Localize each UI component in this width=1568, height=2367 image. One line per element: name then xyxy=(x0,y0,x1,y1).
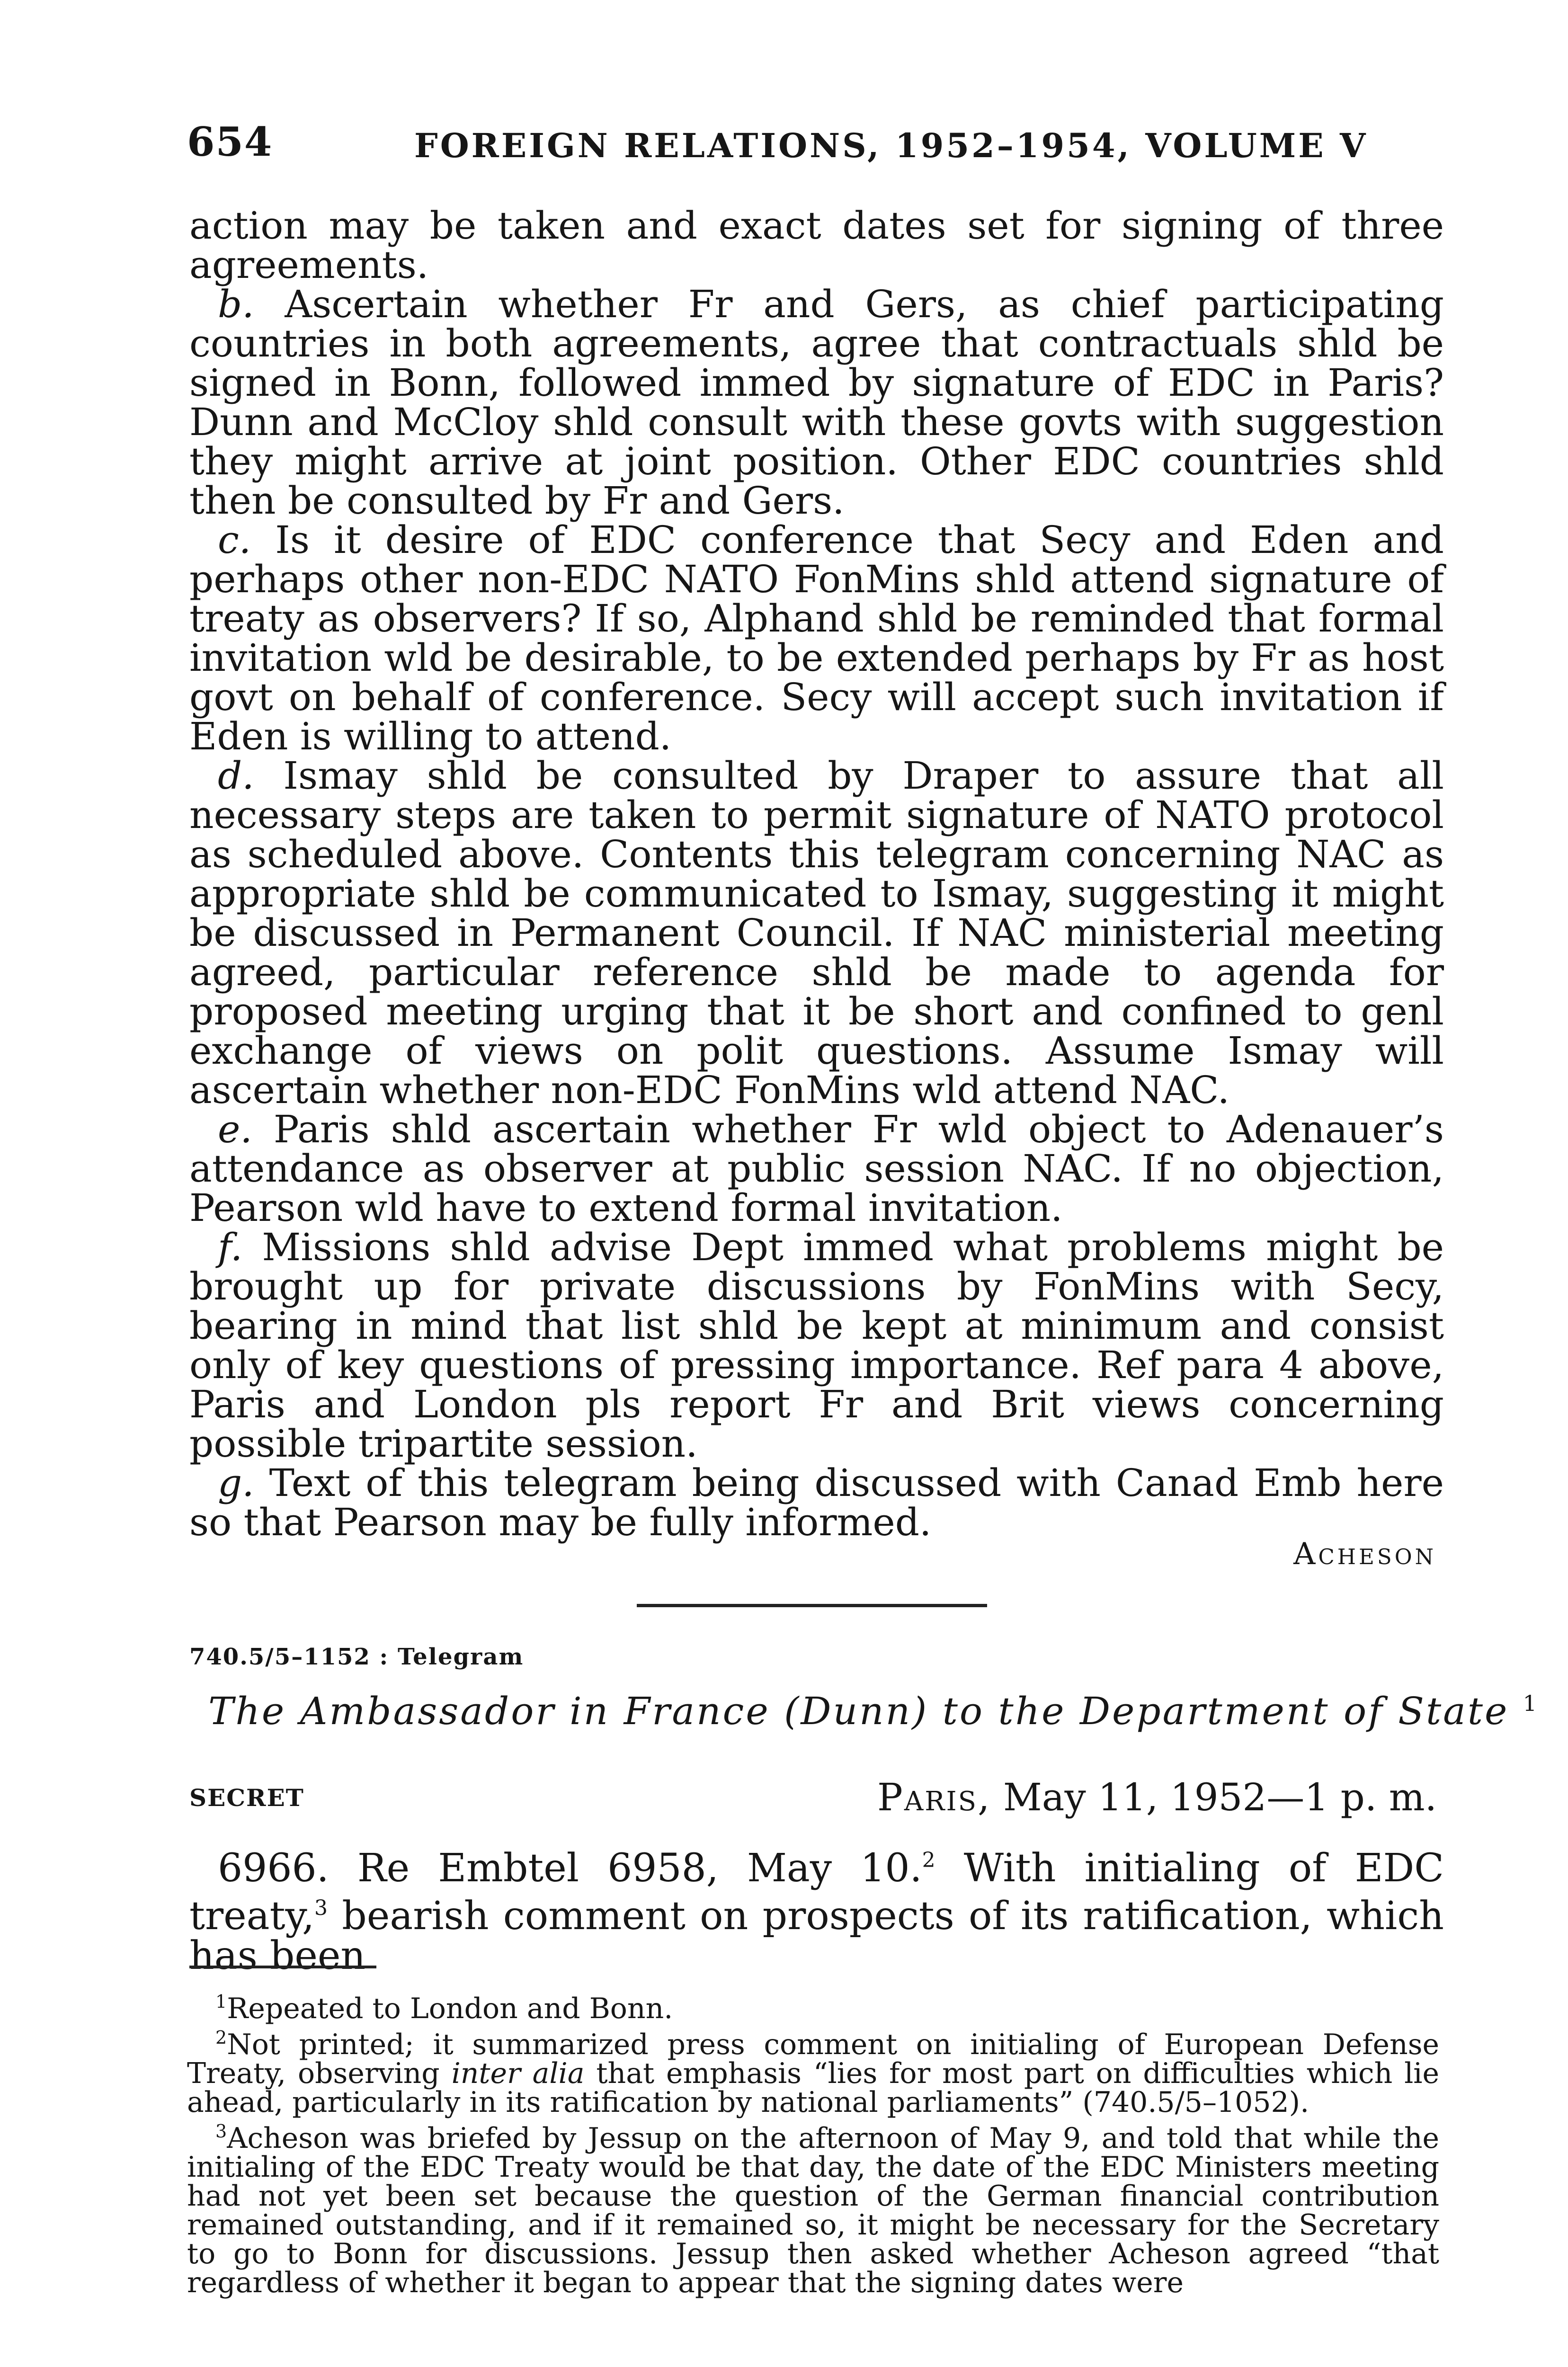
document-title-text: The Ambassador in France (Dunn) to the Department of State xyxy=(208,1689,1509,1733)
paragraph-e-text: Paris shld ascertain whether Fr wld object to Adenauer’s attendance as observer at public session NAC. If no objection, Pearson wld have to extend formal invitation. xyxy=(189,1107,1444,1230)
running-head xyxy=(187,118,1442,170)
dateline-place: Paris, xyxy=(877,1775,991,1819)
body-text-part2: With initialing of EDC treaty, xyxy=(189,1846,1444,1939)
running-title: FOREIGN RELATIONS, 1952–1954, VOLUME V xyxy=(414,126,1368,165)
body-text-part3: bearish comment on prospects of its ratification, which has been xyxy=(189,1894,1444,1978)
footnote-number: 2 xyxy=(215,2027,227,2048)
file-reference: 740.5/5–1152 : Telegram xyxy=(189,1644,524,1670)
footnote-ref-1: 1 xyxy=(1523,1691,1539,1716)
footnote-ref-2: 2 xyxy=(922,1848,935,1872)
item-label-f: f. xyxy=(218,1225,243,1269)
item-label-g: g. xyxy=(218,1461,254,1505)
paragraph-b-text: Ascertain whether Fr and Gers, as chief participating countries in both agreements, agree that contractuals shld be signed in Bonn, followed immed by signature of EDC in Paris? Dunn and McCloy shld consult with these govts with suggestion they might arrive at joint position. Other EDC countries shld then be consulted by Fr and Gers. xyxy=(189,282,1444,523)
telegram-body-paragraph xyxy=(189,1841,1444,1976)
footnote-emphasis: inter alia xyxy=(451,2057,585,2090)
paragraph-g xyxy=(189,1463,1444,1542)
dateline xyxy=(805,1775,1437,1819)
item-label-e: e. xyxy=(218,1107,252,1151)
footnote-3 xyxy=(187,2117,1439,2297)
footnote-text-cont: that emphasis “lies for most part on difficulties which lie ahead, particularly in its ratification by national parliaments” (740.5/5–1052). xyxy=(187,2057,1439,2119)
signature: Acheson xyxy=(1293,1537,1436,1572)
item-label-d: d. xyxy=(218,754,254,798)
footnotes xyxy=(187,1987,1439,2297)
body-text-part1: 6966. Re Embtel 6958, May 10. xyxy=(218,1846,922,1891)
paragraph-e xyxy=(189,1107,1444,1230)
footnote-rule xyxy=(189,1966,376,1968)
footnote-number: 3 xyxy=(215,2121,227,2142)
footnote-text: Repeated to London and Bonn. xyxy=(227,1992,673,2025)
dateline-date: May 11, 1952—1 p. m. xyxy=(1003,1775,1437,1819)
footnote-2 xyxy=(187,2023,1439,2117)
telegram-body xyxy=(189,1841,1444,1976)
continuation-opening: action may be taken and exact dates set for signing of three agreements. xyxy=(189,204,1444,287)
paragraph-f xyxy=(189,1225,1444,1466)
paragraph-b xyxy=(189,282,1444,523)
footnote-ref-3: 3 xyxy=(314,1896,328,1920)
footnote-number: 1 xyxy=(215,1991,227,2012)
document-title xyxy=(208,1689,1539,1733)
paragraph-f-text: Missions shld advise Dept immed what problems might be brought up for private discussions by FonMins with Secy, bearing in mind that list shld be kept at minimum and consist only of key questions of pressing importance. Ref para 4 above, Paris and London pls report Fr and Brit views concerning possible tripartite session. xyxy=(189,1225,1444,1466)
item-label-c: c. xyxy=(218,518,251,562)
paragraph-g-text: Text of this telegram being discussed with Canad Emb here so that Pearson may be fully informed. xyxy=(189,1461,1444,1544)
telegram-continuation xyxy=(189,206,1444,1542)
footnote-text: Acheson was briefed by Jessup on the afternoon of May 9, and told that while the initialing of the EDC Treaty would be that day, the date of the EDC Ministers meeting had not yet been set because the question of the German financial contribution remained outstanding, and if it remained so, it might be necessary for the Secretary to go to Bonn for discussions. Jessup then asked whether Acheson agreed “that regardless of whether it began to appear that the signing dates were xyxy=(187,2122,1439,2299)
paragraph-c xyxy=(189,520,1444,756)
section-divider xyxy=(637,1604,987,1607)
paragraph-d-text: Ismay shld be consulted by Draper to assure that all necessary steps are taken to permit signature of NATO protocol as scheduled above. Contents this telegram concerning NAC as appropriate shld be communicated to Ismay, suggesting it might be discussed in Permanent Council. If NAC ministerial meeting agreed, particular reference shld be made to agenda for proposed meeting urging that it be short and confined to genl exchange of views on polit questions. Assume Ismay will ascertain whether non-EDC FonMins wld attend NAC. xyxy=(189,754,1444,1112)
paragraph-c-text: Is it desire of EDC conference that Secy and Eden and perhaps other non-EDC NATO FonMins shld attend signature of treaty as observers? If so, Alphand shld be reminded that formal invitation wld be desirable, to be extended perhaps by Fr as host govt on behalf of conference. Secy will accept such invitation if Eden is willing to attend. xyxy=(189,518,1444,758)
footnote-1 xyxy=(187,1987,1439,2023)
classification: SECRET xyxy=(189,1784,304,1812)
item-label-b: b. xyxy=(218,282,254,326)
paragraph-d xyxy=(189,756,1444,1110)
footnote-text: Not printed; it summarized press comment on initialing of European Defense Treaty, observing xyxy=(187,2028,1439,2090)
page-number: 654 xyxy=(187,118,273,165)
